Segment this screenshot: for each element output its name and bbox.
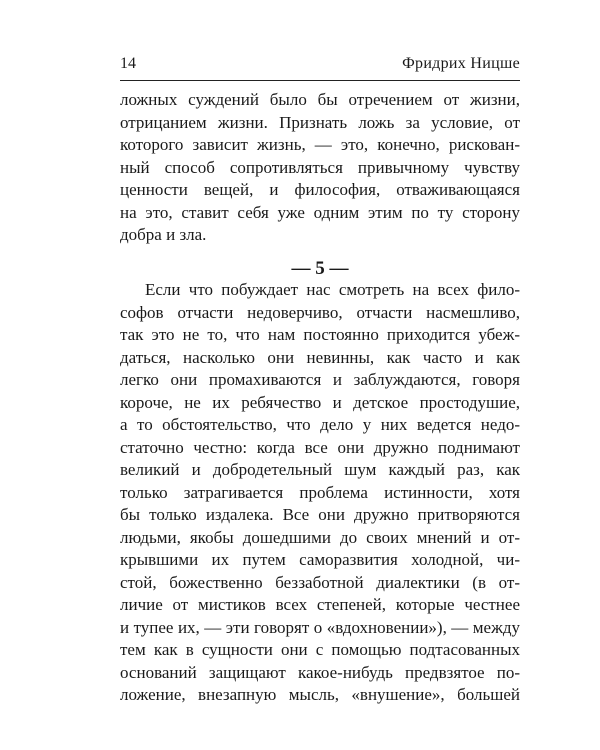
text-line: бы только издалека. Все они дружно притворяются [120,505,520,524]
author-header: Фридрих Ницше [402,55,520,72]
header-rule [120,80,520,81]
running-head [120,54,520,78]
text-line: отрицанием жизни. Признать ложь за условие, от [120,112,520,132]
text-line: крывшими их путем саморазвития холодной, чи- [120,550,520,569]
text-line: ложение, внезапную мысль, «внушение», большей [120,685,520,704]
text-line: так это не то, что нам постоянно приходится убеж- [120,325,520,344]
continued-paragraph [120,89,520,247]
text-line: стой, божественно беззаботной диалектики (в от- [120,572,520,592]
text-line: софов отчасти недоверчиво, отчасти насмешливо, [120,302,520,322]
text-line: личие от мистиков всех степеней, которые честнее [120,595,520,614]
text-line: статочно честно: когда все они дружно поднимают [120,437,520,457]
text-line: Если что побуждает нас смотреть на всех фило- [145,280,520,299]
text-line: тем как в сущности они с помощью подтасованных [120,640,520,659]
section-heading: — 5 — [291,258,349,279]
text-line: добра и зла. [120,225,207,244]
text-line: на это, ставит себя уже одним этим по ту сторону [120,202,520,222]
text-line: и тупее их, — эти говорят о «вдохновении»), — между [120,617,520,637]
section-paragraph [120,279,520,707]
text-line: легко они промахиваются и заблуждаются, говоря [120,370,520,389]
text-line: короче, не их ребячество и детское простодушие, [120,392,520,412]
page-number: 14 [120,55,136,72]
text-line: людьми, якобы дошедшими до своих мнений и от- [120,527,520,547]
text-line: даться, насколько они невинны, как часто и как [120,347,520,367]
text-line: ценности вещей, и философия, отваживающаяся [120,180,520,199]
text-line: оснований защищают какое-нибудь предвзятое по- [120,662,520,682]
text-line: которого зависит жизнь, — это, конечно, рискован- [120,135,520,154]
text-line: великий и добродетельный шум каждый раз, как [120,460,520,479]
text-line: ный способ сопротивляться привычному чувству [120,157,520,177]
text-line: ложных суждений было бы отречением от жизни, [120,90,520,109]
text-line: только затрагивается проблема истинности, хотя [120,482,520,502]
text-line: а то обстоятельство, что дело у них ведется недо- [120,415,520,434]
